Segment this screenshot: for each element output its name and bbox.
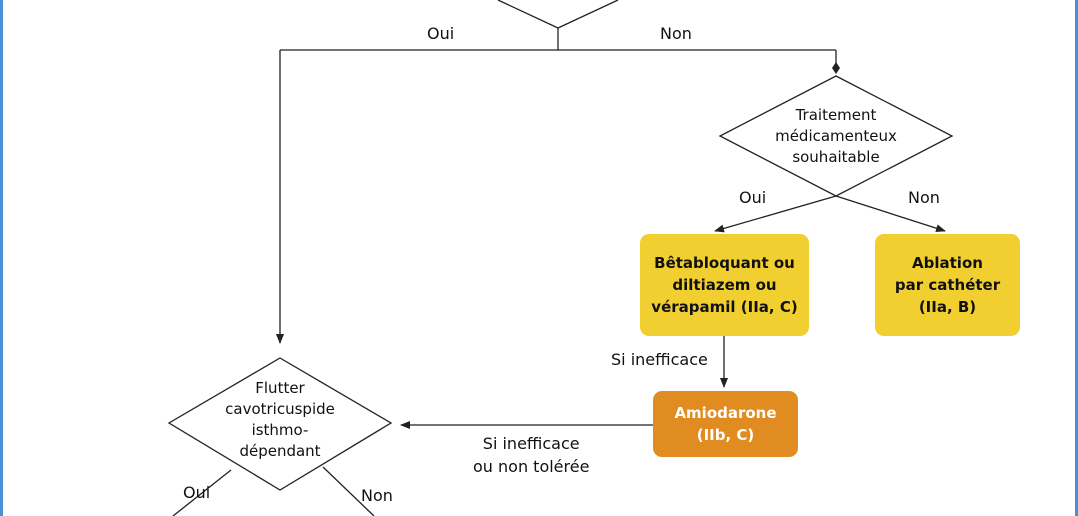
flutter-non-label: Non: [361, 486, 393, 505]
flutter-decision-text: Flutter cavotricuspide isthmo- dépendant: [225, 379, 335, 460]
si-inefficace-ou-non-toleree-label: Si inefficace ou non tolérée: [473, 434, 590, 476]
treat-oui-label: Oui: [739, 188, 767, 207]
betabloquant-box: Bêtabloquant ou diltiazem ou vérapamil (IIa, C): [640, 234, 809, 336]
amiodarone-box: Amiodarone (IIb, C): [653, 391, 798, 457]
treat-non-label: Non: [908, 188, 940, 207]
top-non-label: Non: [660, 24, 692, 43]
ablation-box: Ablation par cathéter (IIa, B): [875, 234, 1020, 336]
flutter-oui-label: Oui: [183, 483, 211, 502]
traitement-decision-text: Traitement médicamenteux souhaitable: [775, 106, 897, 166]
connector-junction-dot: [832, 62, 840, 74]
si-inefficace-label: Si inefficace: [611, 350, 708, 369]
connector-treat-oui: [715, 196, 836, 231]
top-decision-diamond: [498, 0, 618, 28]
top-oui-label: Oui: [427, 24, 455, 43]
